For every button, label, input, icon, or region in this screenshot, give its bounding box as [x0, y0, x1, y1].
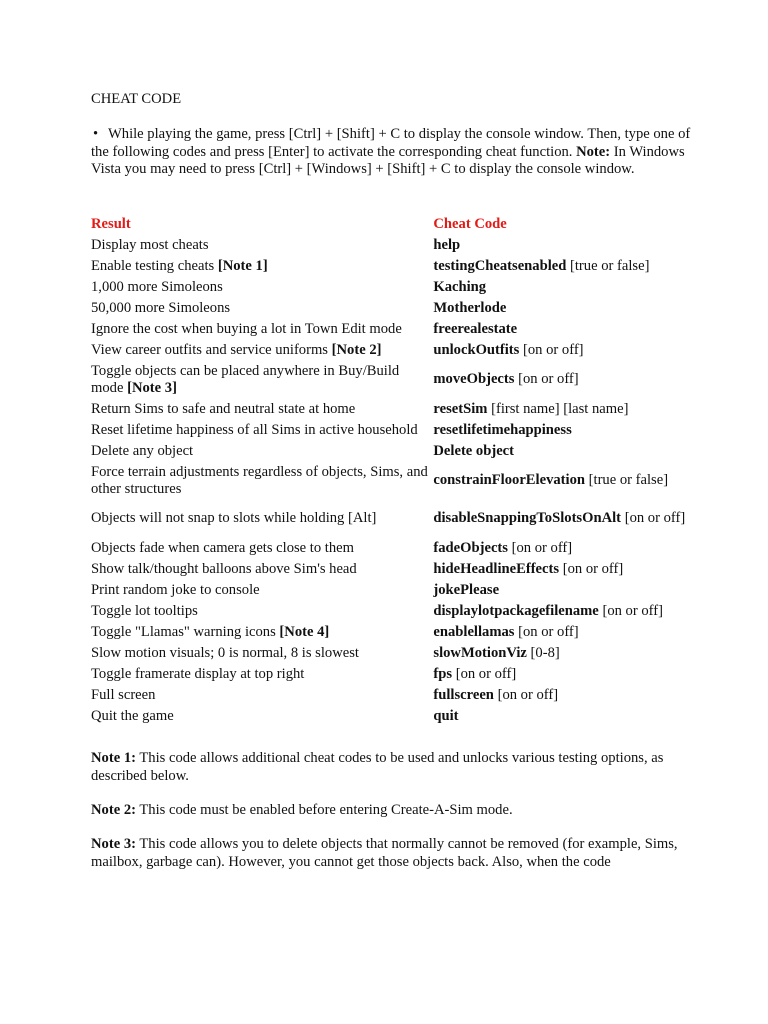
cheat-code-cell [431, 361, 689, 399]
intro-note-label: Note: [576, 143, 611, 160]
result-note-ref: [Note 4] [279, 623, 330, 640]
cheat-code: hideHeadlineEffects [433, 560, 560, 577]
result-cell [89, 601, 431, 622]
note-label: Note 3: [91, 836, 136, 852]
result-cell [89, 580, 431, 601]
table-row [89, 256, 689, 277]
result-note-ref: [Note 2] [331, 341, 382, 358]
table-row [89, 399, 689, 420]
result-text: Print random joke to console [91, 581, 260, 598]
cheat-code-cell [431, 399, 689, 420]
cheat-params: [on or off] [523, 341, 584, 358]
note-label: Note 2: [91, 802, 136, 818]
result-cell [89, 538, 431, 559]
note-2 [91, 802, 691, 820]
result-text: Force terrain adjustments regardless of objects, Sims, and other structures [91, 463, 428, 497]
cheat-code-cell [431, 462, 689, 500]
cheat-code: fps [433, 665, 453, 682]
cheat-params: [on or off] [455, 665, 517, 682]
cheat-code-cell [431, 664, 689, 685]
table-row [89, 706, 689, 727]
result-cell [89, 500, 431, 538]
cheat-params: [on or off] [518, 371, 579, 388]
cheat-code: fullscreen [433, 686, 494, 703]
cheat-code: Kaching [433, 278, 487, 295]
cheat-code-cell [431, 319, 689, 340]
note-label: Note 1: [91, 750, 136, 766]
cheat-code: Delete object [433, 442, 515, 459]
result-text: View career outfits and service uniforms [91, 341, 328, 358]
cheat-params: [first name] [last name] [491, 400, 629, 417]
result-cell [89, 319, 431, 340]
header-result: Result [91, 216, 131, 233]
cheat-code: quit [433, 707, 459, 724]
result-cell [89, 361, 431, 399]
result-text: Reset lifetime happiness of all Sims in active household [91, 421, 418, 438]
result-cell [89, 462, 431, 500]
cheat-code-cell [431, 622, 689, 643]
cheat-code-cell [431, 340, 689, 361]
table-row [89, 601, 689, 622]
cheat-code: disableSnappingToSlotsOnAlt [433, 510, 622, 527]
result-note-ref: [Note 3] [127, 380, 177, 396]
table-row [89, 462, 689, 500]
cheat-params: [on or off] [518, 623, 579, 640]
table-row [89, 235, 689, 256]
cheat-code: jokePlease [433, 581, 500, 598]
cheat-params: [on or off] [562, 560, 624, 577]
result-cell [89, 256, 431, 277]
cheat-code-cell [431, 256, 689, 277]
cheat-code-cell [431, 601, 689, 622]
cheat-code: testingCheatsenabled [433, 257, 567, 274]
table-row [89, 441, 689, 462]
result-text: 1,000 more Simoleons [91, 278, 223, 295]
result-text: Delete any object [91, 442, 194, 459]
bullet-icon: • [93, 126, 99, 142]
cheat-code: moveObjects [433, 371, 515, 388]
cheat-code-cell [431, 685, 689, 706]
note-text: This code allows you to delete objects that normally cannot be removed (for example, Sims, mailbox, garbage can). However, you cannot get those objects back. Also, when the code [91, 836, 678, 870]
result-text: Toggle "Llamas" warning icons [91, 623, 276, 640]
table-row [89, 500, 689, 538]
result-text: Show talk/thought balloons above Sim's head [91, 560, 357, 577]
note-1 [91, 750, 691, 785]
result-text: Objects fade when camera gets close to them [91, 539, 354, 556]
table-row [89, 340, 689, 361]
cheat-code-cell [431, 706, 689, 727]
table-row [89, 420, 689, 441]
header-cheat-code: Cheat Code [433, 216, 507, 233]
table-row [89, 538, 689, 559]
cheat-code-cell [431, 420, 689, 441]
cheat-code: freerealestate [433, 320, 518, 337]
result-text: Return Sims to safe and neutral state at home [91, 400, 356, 417]
result-cell [89, 399, 431, 420]
result-text: Ignore the cost when buying a lot in Town Edit mode [91, 320, 402, 337]
result-cell [89, 298, 431, 319]
table-row [89, 643, 689, 664]
result-cell [89, 559, 431, 580]
cheat-code-cell [431, 643, 689, 664]
result-cell [89, 685, 431, 706]
result-cell [89, 235, 431, 256]
result-cell [89, 277, 431, 298]
table-header-row [89, 215, 689, 235]
intro-paragraph [91, 126, 691, 179]
cheat-code-cell [431, 235, 689, 256]
result-cell [89, 441, 431, 462]
cheat-params: [true or false] [588, 472, 669, 489]
table-row [89, 298, 689, 319]
result-cell [89, 643, 431, 664]
table-row [89, 559, 689, 580]
cheat-code: unlockOutfits [433, 341, 520, 358]
cheat-params: [0-8] [530, 644, 560, 661]
cheat-code-cell [431, 559, 689, 580]
cheat-code: constrainFloorElevation [433, 472, 585, 489]
result-text: Quit the game [91, 707, 174, 724]
cheat-params: [on or off] [497, 686, 559, 703]
cheat-code: fadeObjects [433, 539, 508, 556]
cheat-code-cell [431, 580, 689, 601]
page-title: CHEAT CODE [91, 91, 182, 107]
table-row [89, 622, 689, 643]
intro-note-text: In Windows Vista you may need to press [Ctrl] + [Windows] + [Shift] + C to display the console window. [91, 143, 685, 177]
table-row [89, 580, 689, 601]
cheat-code-cell [431, 298, 689, 319]
cheat-params: [on or off] [602, 602, 663, 619]
cheat-code: displaylotpackagefilename [433, 602, 599, 619]
result-cell [89, 622, 431, 643]
note-text: This code allows additional cheat codes to be used and unlocks various testing options, as described below. [91, 750, 664, 784]
cheat-code: resetSim [433, 400, 488, 417]
result-text: 50,000 more Simoleons [91, 299, 231, 316]
table-row [89, 319, 689, 340]
note-text: This code must be enabled before entering Create-A-Sim mode. [139, 802, 513, 818]
result-cell [89, 340, 431, 361]
cheat-code-cell [431, 441, 689, 462]
table-row [89, 361, 689, 399]
result-text: Toggle lot tooltips [91, 602, 198, 619]
cheat-code: enablellamas [433, 623, 515, 640]
cheat-params: [on or off] [511, 539, 573, 556]
cheat-code: resetlifetimehappiness [433, 421, 572, 438]
result-text: Toggle framerate display at top right [91, 665, 305, 682]
cheat-code: slowMotionViz [433, 644, 527, 661]
result-cell [89, 706, 431, 727]
table-row [89, 685, 689, 706]
table-row [89, 277, 689, 298]
cheat-code: help [433, 236, 461, 253]
intro-text: While playing the game, press [Ctrl] + [Shift] + C to display the console window. Then, type one of the following codes and press [Enter] to activate the corresponding cheat function. [91, 126, 691, 160]
result-cell [89, 420, 431, 441]
table-row [89, 664, 689, 685]
result-cell [89, 664, 431, 685]
result-text: Objects will not snap to slots while holding [Alt] [91, 510, 377, 527]
result-text: Toggle objects can be placed anywhere in Buy/Build mode [91, 362, 400, 396]
result-note-ref: [Note 1] [217, 257, 268, 274]
result-text: Enable testing cheats [91, 257, 215, 274]
cheat-params: [on or off] [624, 510, 686, 527]
cheat-table [89, 215, 689, 727]
cheat-code: Motherlode [433, 299, 507, 316]
note-3 [91, 836, 691, 871]
result-text: Display most cheats [91, 236, 209, 253]
cheat-code-cell [431, 538, 689, 559]
cheat-code-cell [431, 277, 689, 298]
result-text: Slow motion visuals; 0 is normal, 8 is slowest [91, 644, 359, 661]
cheat-params: [true or false] [570, 257, 650, 274]
cheat-code-cell [431, 500, 689, 538]
result-text: Full screen [91, 686, 156, 703]
